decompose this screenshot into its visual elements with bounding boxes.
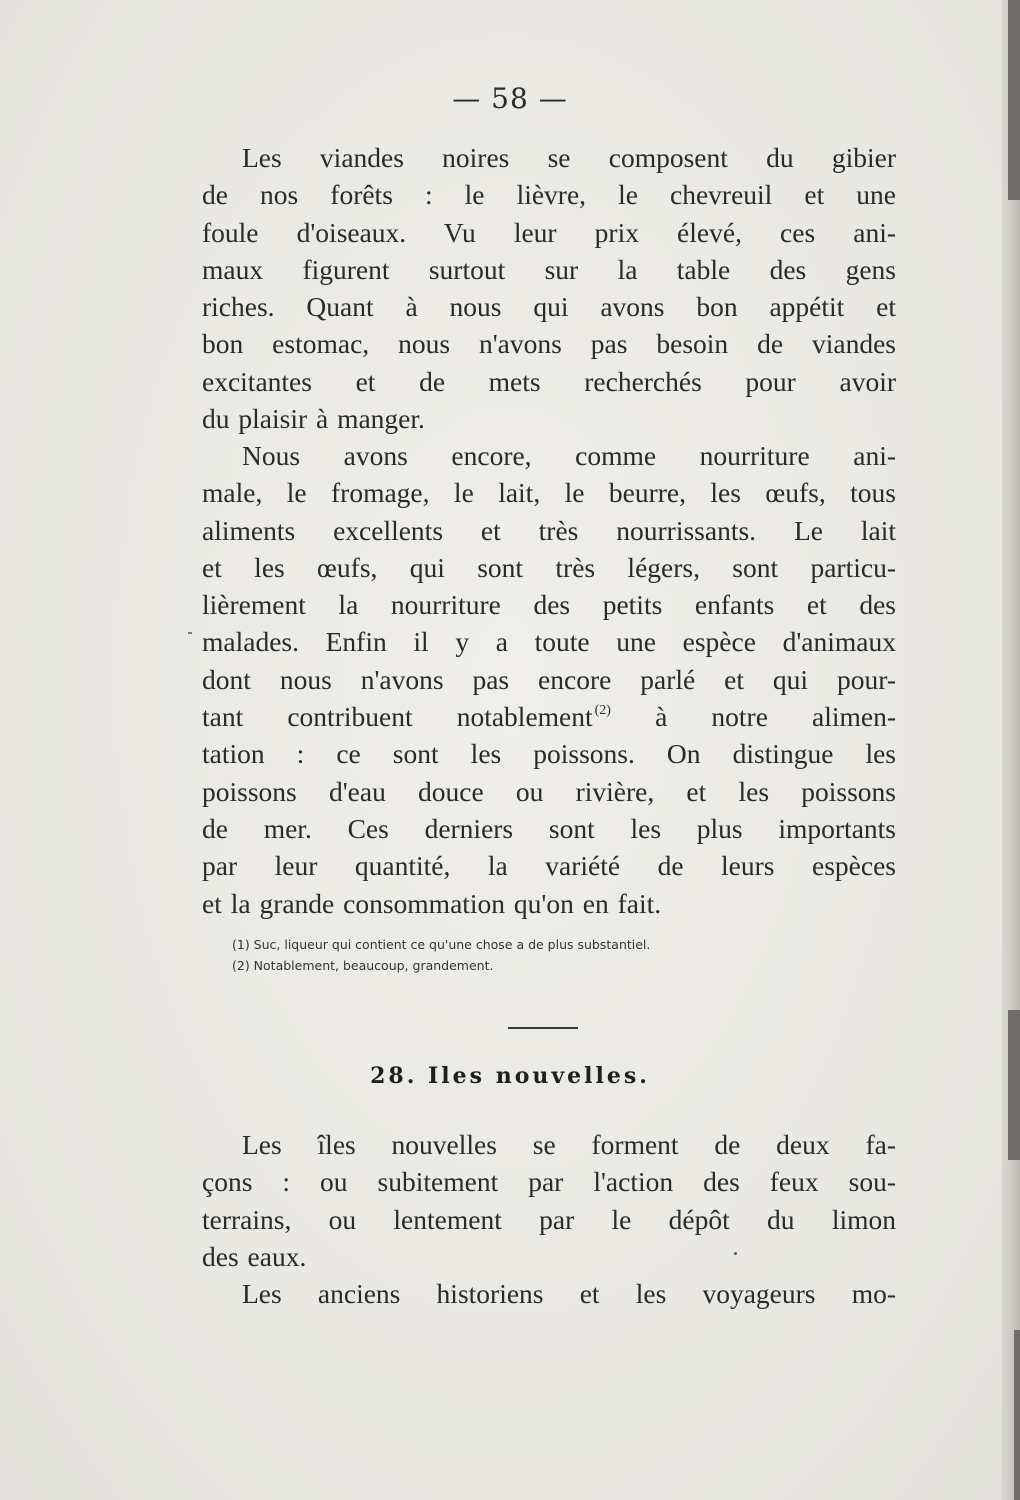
text-line: excitantes et de mets recherchés pour avoir (202, 365, 896, 397)
footnote-1: (1) Suc, liqueur qui contient ce qu'une chose a de plus substantiel. (232, 937, 651, 952)
text-line: Nous avons encore, comme nourriture ani- (242, 440, 896, 471)
footnote-ref-2: (2) (594, 703, 611, 719)
text-line: et la grande consommation qu'on en fait. (202, 887, 662, 919)
text-line: foule d'oiseaux. Vu leur prix élevé, ces ani- (202, 216, 896, 248)
text-line: bon estomac, nous n'avons pas besoin de viandes (202, 328, 896, 360)
text-line: tation : ce sont les poissons. On distingue les (202, 738, 896, 770)
text-line: maux figurent surtout sur la table des gens (202, 253, 896, 285)
text-line: du plaisir à manger. (202, 403, 425, 435)
ink-speck (734, 1252, 737, 1255)
text-line: dont nous n'avons pas encore parlé et qui pour- (202, 663, 896, 695)
paragraph-4 (202, 1275, 896, 1312)
footnotes (232, 934, 852, 976)
text-line: des eaux. (202, 1240, 307, 1272)
text-line: et les œufs, qui sont très légers, sont particu- (202, 551, 896, 583)
text-line: poissons d'eau douce ou rivière, et les poissons (202, 775, 896, 807)
text-line: de mer. Ces derniers sont les plus importants (202, 812, 896, 844)
text-line: male, le fromage, le lait, le beurre, les œufs, tous (202, 477, 896, 509)
text-fragment: à notre alimen- (610, 701, 897, 733)
section-title: 28. Iles nouvelles. (370, 1063, 650, 1089)
text-line: çons : ou subitement par l'action des feux sou- (202, 1166, 896, 1198)
text-line: terrains, ou lentement par le dépôt du limon (202, 1203, 896, 1235)
paragraph-1 (202, 139, 896, 437)
page-number: — 58 — (452, 82, 568, 115)
text-line: malades. Enfin il y a toute une espèce d'animaux (202, 626, 896, 658)
text-fragment: tant contribuent notablement (202, 701, 593, 733)
paragraph-3 (202, 1126, 896, 1275)
text-line: aliments excellents et très nourrissants. Le lait (202, 514, 896, 546)
text-line: Les viandes noires se composent du gibier (242, 142, 896, 173)
section-divider (508, 1027, 578, 1029)
footnote-2: (2) Notablement, beaucoup, grandement. (232, 958, 494, 973)
text-line-with-footnote-ref (202, 698, 896, 735)
text-line: riches. Quant à nous qui avons bon appétit et (202, 291, 896, 323)
text-line: par leur quantité, la variété de leurs espèces (202, 850, 896, 882)
text-line: Les îles nouvelles se forment de deux fa- (242, 1129, 896, 1160)
ink-speck (188, 632, 192, 634)
text-line: lièrement la nourriture des petits enfants et des (202, 589, 896, 621)
text-line: Les anciens historiens et les voyageurs mo- (242, 1278, 896, 1309)
text-line: de nos forêts : le lièvre, le chevreuil et une (202, 179, 896, 211)
paragraph-2 (202, 437, 896, 922)
edge-shadow (1014, 1330, 1020, 1500)
page-edge (1002, 0, 1020, 1500)
